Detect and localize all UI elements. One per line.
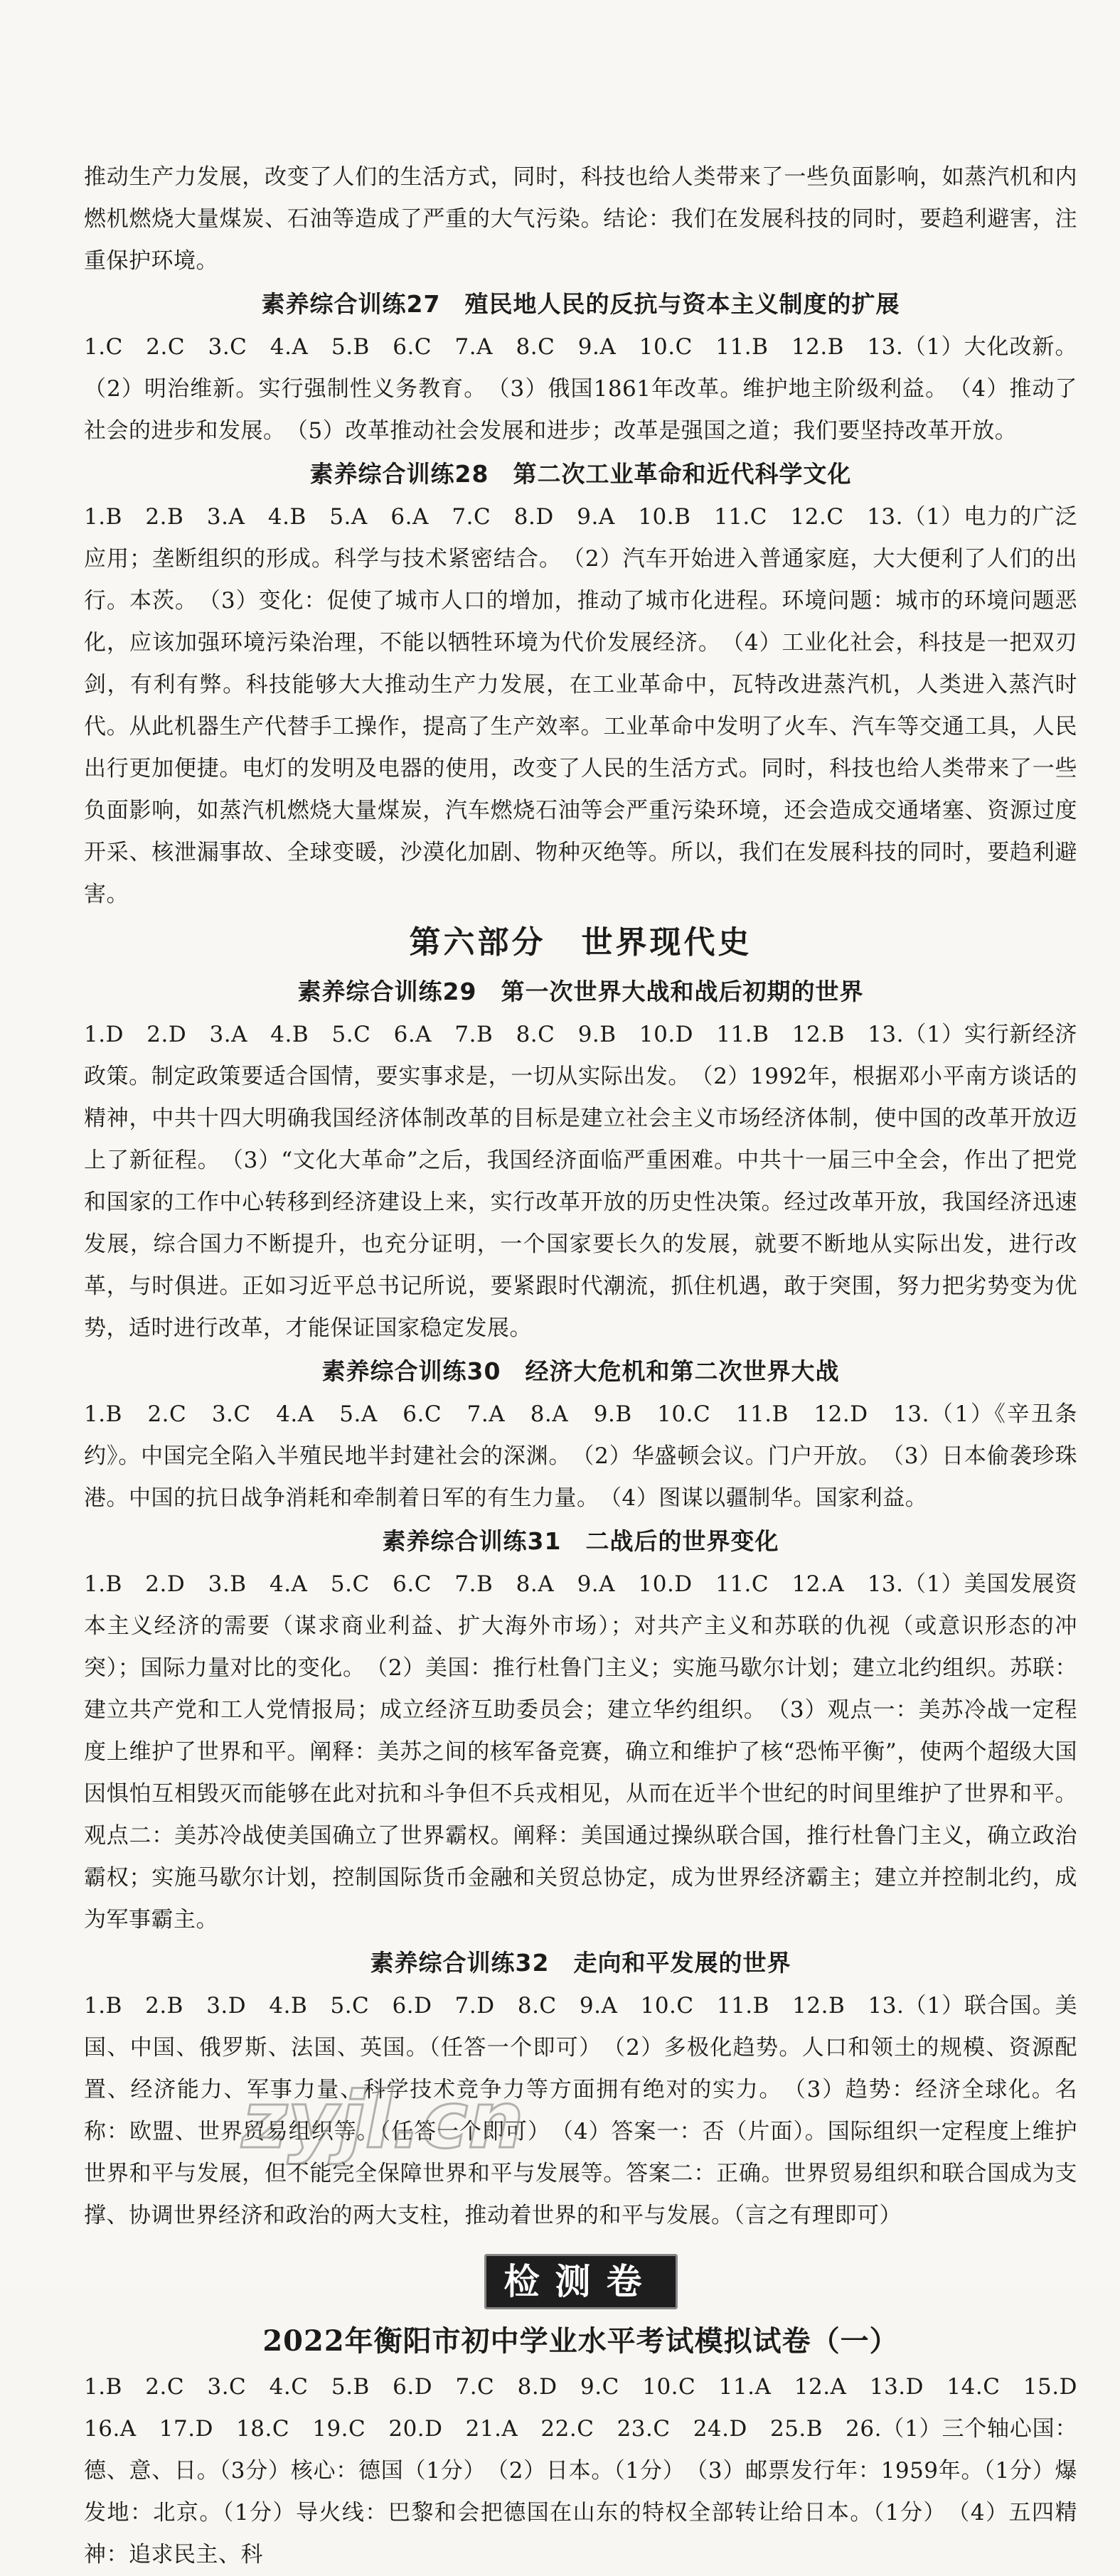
section-answers-28: 1.B 2.B 3.A 4.B 5.A 6.A 7.C 8.D 9.A 10.B 11.C 12.C 13.（1）电力的广泛应用；垄断组织的形成。科学与技术紧密结合。 （2）汽车开始进入普通家庭，大大便利了人们的出行。本茨。 （3）变化：促使了城市人口的增加，推动了城市化进程。环境问题：城市的环境问题恶化，应该加强环境污染治理，不能以牺牲环境为代价发展经济。 （4）工业化社会，科技是一把双刃剑，有利有弊。科技能够大大推动生产力发展，在工业革命中，瓦特改进蒸汽机，人类进入蒸汽时代。从此机器生产代替手工操作，提高了生产效率。工业革命中发明了火车、汽车等交通工具，人民出行更加便捷。电灯的发明及电器的使用，改变了人民的生活方式。同时，科技也给人类带来了一些负面影响，如蒸汽机燃烧大量煤炭，汽车燃烧石油等会严重污染环境，还会造成交通堵塞、资源过度开采、核泄漏事故、全球变暖，沙漠化加剧、物种灭绝等。所以，我们在发展科技的同时，要趋利避害。 bbox=[84, 504, 1077, 907]
section-title: 素养综合训练27 bbox=[261, 290, 441, 318]
section-answers-32: 1.B 2.B 3.D 4.B 5.C 6.D 7.D 8.C 9.A 10.C 11.B 12.B 13.（1）联合国。美国、中国、俄罗斯、法国、英国。（任答一个即可） （2）多极化趋势。人口和领土的规模、资源配置、经济能力、军事力量、科学技术竞争力等方面拥有绝对的实力。 （3）趋势：经济全球化。名称：欧盟、世界贸易组织等。（任答一个即可） （4）答案一：否（片面）。国际组织一定程度上维护世界和平与发展，但不能完全保障世界和平与发展等。答案二：正确。世界贸易组织和联合国成为支撑、协调世界经济和政治的两大支柱，推动着世界的和平与发展。（言之有理即可） bbox=[84, 1993, 1077, 2228]
watermark-text: zyjl.cn bbox=[242, 2076, 524, 2166]
section-subtitle: 走向和平发展的世界 bbox=[573, 1949, 791, 1977]
section-answers-27: 1.C 2.C 3.C 4.A 5.B 6.C 7.A 8.C 9.A 10.C 11.B 12.B 13.（1）大化改新。（2）明治维新。实行强制性义务教育。 （3）俄国1861年改革。维护地主阶级利益。 （4）推动了社会的进步和发展。 （5）改革推动社会发展和进步；改革是强国之道；我们要坚持改革开放。 bbox=[84, 334, 1077, 444]
section-subtitle: 第二次工业革命和近代科学文化 bbox=[513, 460, 852, 488]
exam-answers: 1.B 2.C 3.C 4.C 5.B 6.D 7.C 8.D 9.C 10.C 11.A 12.A 13.D 14.C 15.D 16.A 17.D 18.C 19.C 20.D 21.A 22.C 23.C 24.D 25.B 26.（1）三个轴心国：德、意、日。（3分）核心：德国（1分） （2）日本。（1分） （3）邮票发行年：1959年。（1分）爆发地：北京。（1分）导火线：巴黎和会把德国在山东的特权全部转让给日本。（1分） （4）五四精神：追求民主、科 bbox=[84, 2374, 1100, 2567]
section-subtitle: 第一次世界大战和战后初期的世界 bbox=[501, 978, 864, 1005]
test-banner-wrap bbox=[84, 2254, 1077, 2309]
section-heading-27 bbox=[84, 282, 1077, 326]
part-name: 世界现代史 bbox=[581, 924, 752, 961]
exam-title: 2022年衡阳市初中学业水平考试模拟试卷（一） bbox=[262, 2324, 899, 2358]
section-heading-28 bbox=[84, 452, 1077, 496]
section-title: 素养综合训练32 bbox=[370, 1949, 550, 1977]
section-answers-30: 1.B 2.C 3.C 4.A 5.A 6.C 7.A 8.A 9.B 10.C 11.B 12.D 13.（1）《辛丑条约》。中国完全陷入半殖民地半封建社会的深渊。 （2）华盛顿会议。门户开放。 （3）日本偷袭珍珠港。中国的抗日战争消耗和牵制着日军的有生力量。 （4）图谋以疆制华。国家利益。 bbox=[84, 1401, 1077, 1511]
part-heading bbox=[84, 916, 1077, 970]
section-title: 素养综合训练29 bbox=[297, 978, 477, 1005]
section-subtitle: 经济大危机和第二次世界大战 bbox=[525, 1357, 840, 1385]
test-banner: 检测卷 bbox=[484, 2254, 678, 2309]
section-answers-29: 1.D 2.D 3.A 4.B 5.C 6.A 7.B 8.C 9.B 10.D 11.B 12.B 13.（1）实行新经济政策。制定政策要适合国情，要实事求是，一切从实际出发。 （2）1992年，根据邓小平南方谈话的精神，中共十四大明确我国经济体制改革的目标是建立社会主义市场经济体制，使中国的改革开放迈上了新征程。 （3）“文化大革命”之后，我国经济面临严重困难。中共十一届三中全会，作出了把党和国家的工作中心转移到经济建设上来，实行改革开放的历史性决策。经过改革开放，我国经济迅速发展，综合国力不断提升，也充分证明，一个国家要长久的发展，就要不断地从实际出发，进行改革，与时俱进。正如习近平总书记所说，要紧跟时代潮流，抓住机遇，敢于突围，努力把劣势变为优势，适时进行改革，才能保证国家稳定发展。 bbox=[84, 1022, 1077, 1341]
section-title: 素养综合训练28 bbox=[309, 460, 489, 488]
section-subtitle: 二战后的世界变化 bbox=[585, 1527, 779, 1555]
section-heading-29 bbox=[84, 970, 1077, 1014]
part-label: 第六部分 bbox=[409, 924, 546, 961]
intro-paragraph: 推动生产力发展，改变了人们的生活方式，同时，科技也给人类带来了一些负面影响，如蒸汽机和内燃机燃烧大量煤炭、石油等造成了严重的大气污染。结论：我们在发展科技的同时，要趋利避害，注重保护环境。 bbox=[84, 164, 1077, 274]
section-heading-32 bbox=[84, 1941, 1077, 1985]
section-answers-31: 1.B 2.D 3.B 4.A 5.C 6.C 7.B 8.A 9.A 10.D 11.C 12.A 13.（1）美国发展资本主义经济的需要（谋求商业利益、扩大海外市场）；对共产主义和苏联的仇视（或意识形态的冲突）；国际力量对比的变化。 （2）美国：推行杜鲁门主义；实施马歇尔计划；建立北约组织。苏联：建立共产党和工人党情报局；成立经济互助委员会；建立华约组织。 （3）观点一：美苏冷战一定程度上维护了世界和平。阐释：美苏之间的核军备竞赛，确立和维护了核“恐怖平衡”，使两个超级大国因惧怕互相毁灭而能够在此对抗和斗争但不兵戎相见，从而在近半个世纪的时间里维护了世界和平。观点二：美苏冷战使美国确立了世界霸权。阐释：美国通过操纵联合国，推行杜鲁门主义，确立政治霸权；实施马歇尔计划，控制国际货币金融和关贸总协定，成为世界经济霸主；建立并控制北约，成为军事霸主。 bbox=[84, 1571, 1077, 1933]
section-title: 素养综合训练31 bbox=[382, 1527, 562, 1555]
section-subtitle: 殖民地人民的反抗与资本主义制度的扩展 bbox=[464, 290, 900, 318]
section-heading-31 bbox=[84, 1519, 1077, 1564]
section-title: 素养综合训练30 bbox=[321, 1357, 501, 1385]
section-heading-30 bbox=[84, 1350, 1077, 1394]
